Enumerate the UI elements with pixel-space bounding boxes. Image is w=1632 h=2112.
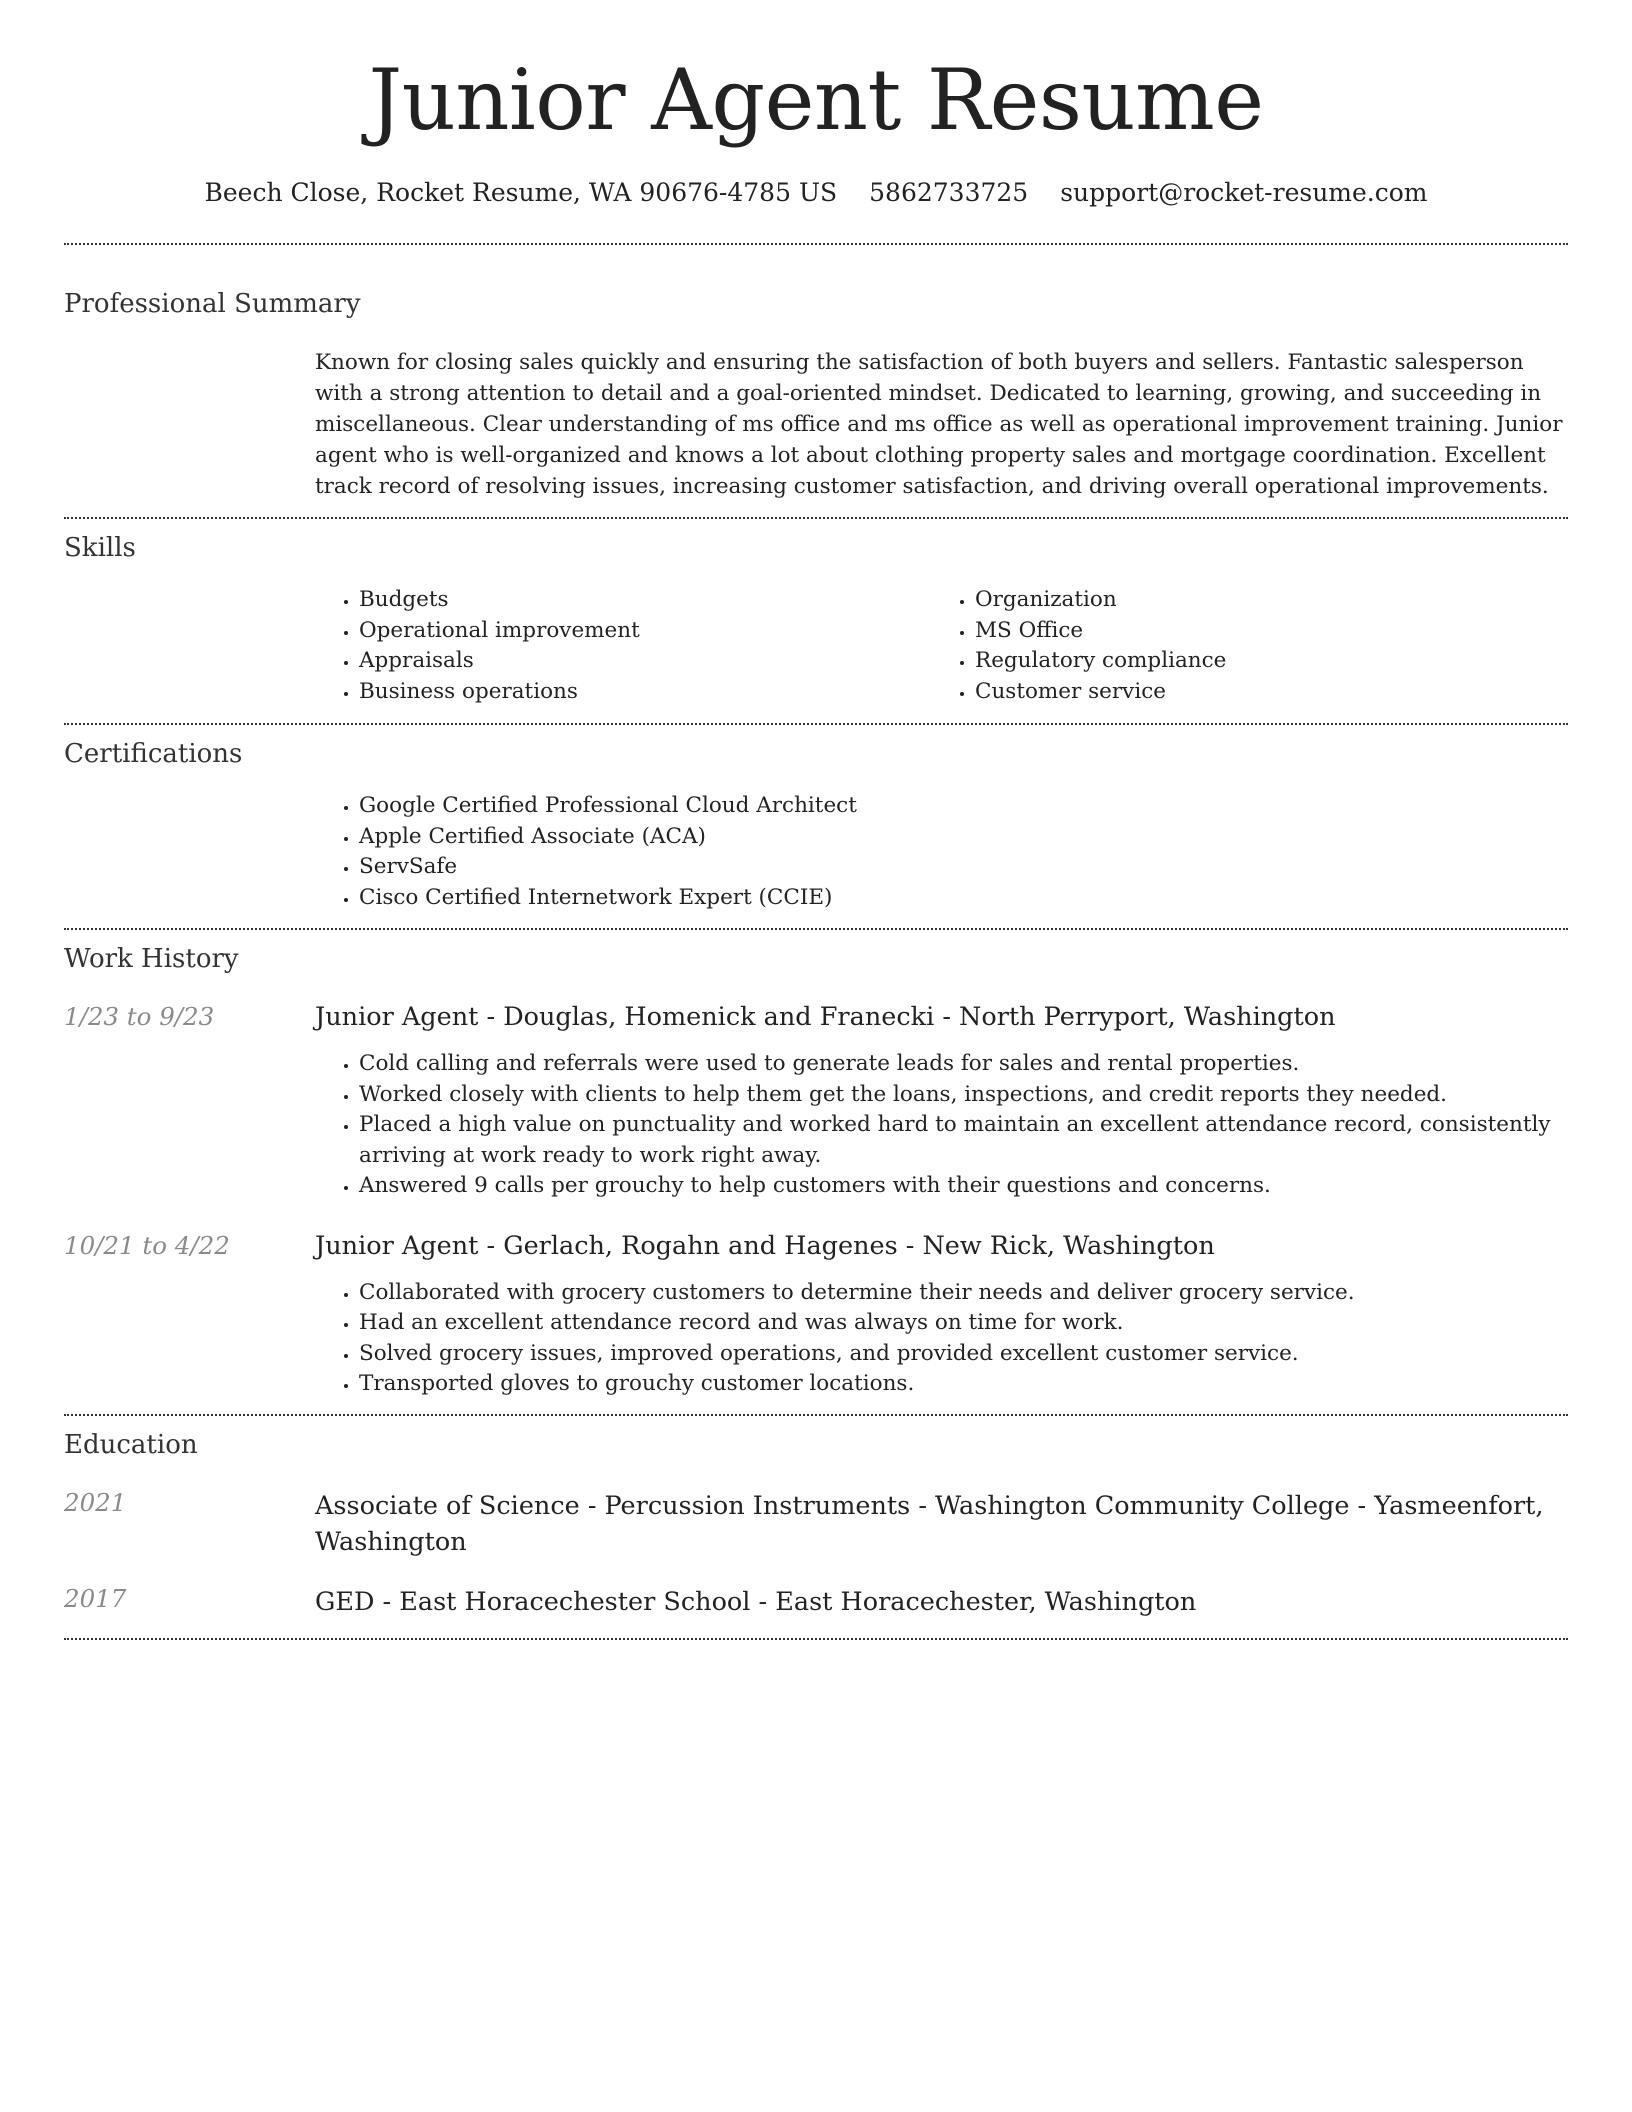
education-title: [315, 1584, 1568, 1620]
list-item: • Cold calling and referrals were used to generate leads for sales and rental properties.: [359, 1049, 1568, 1080]
job-role: Junior Agent: [315, 1002, 479, 1032]
summary-heading: Professional Summary: [64, 289, 361, 319]
education-school: - Washington Community College - Yasmeenfort, Washington: [315, 1490, 1544, 1557]
list-item: • Operational improvement: [359, 616, 931, 647]
job-dates: 10/21 to 4/22: [64, 1230, 230, 1260]
list-item: • Budgets: [359, 585, 931, 616]
job-entry: [64, 1231, 1568, 1400]
contact-email: support@rocket-resume.com: [1060, 178, 1428, 207]
job-title: [315, 1002, 1568, 1032]
list-item: • Had an excellent attendance record and was always on time for work.: [359, 1308, 1568, 1339]
list-item: • Collaborated with grocery customers to determine their needs and deliver grocery service.: [359, 1278, 1568, 1309]
education-year: 2017: [64, 1583, 127, 1613]
skills-list-right: [931, 585, 1547, 707]
list-item: • Answered 9 calls per grouchy to help customers with their questions and concerns.: [359, 1171, 1568, 1202]
skills-heading: Skills: [64, 533, 136, 563]
list-item: • Regulatory compliance: [975, 646, 1547, 677]
job-employer: - Gerlach, Rogahn and Hagenes - New Rick, Washington: [478, 1230, 1215, 1261]
summary-section: [64, 245, 1568, 517]
list-item: • Transported gloves to grouchy customer locations.: [359, 1369, 1568, 1400]
education-entry: [64, 1584, 1568, 1620]
job-bullets: [315, 1049, 1568, 1202]
list-item: • Placed a high value on punctuality and worked hard to maintain an excellent attendance record, consistently arriving at work ready to work right away.: [359, 1110, 1568, 1171]
job-title: [315, 1231, 1568, 1261]
contact-line: [64, 178, 1568, 207]
list-item: • Google Certified Professional Cloud Architect: [359, 791, 1568, 822]
list-item: • Cisco Certified Internetwork Expert (CCIE): [359, 883, 1568, 914]
education-title: [315, 1488, 1568, 1560]
skills-section: [64, 519, 1568, 723]
list-item: • Worked closely with clients to help them get the loans, inspections, and credit reports they needed.: [359, 1080, 1568, 1111]
list-item: • Organization: [975, 585, 1547, 616]
job-role: Junior Agent: [315, 1230, 479, 1261]
list-item: • MS Office: [975, 616, 1547, 647]
education-section: [64, 1416, 1568, 1638]
education-school: - East Horacechester School - East Horacechester, Washington: [374, 1586, 1197, 1617]
list-item: • Solved grocery issues, improved operations, and provided excellent customer service.: [359, 1339, 1568, 1370]
resume-title: Junior Agent Resume: [368, 51, 1264, 149]
job-entry: [64, 1002, 1568, 1202]
job-employer: - Douglas, Homenick and Franecki - North Perryport, Washington: [478, 1002, 1336, 1032]
divider: [64, 1638, 1568, 1640]
list-item: • Customer service: [975, 677, 1547, 708]
list-item: • Apple Certified Associate (ACA): [359, 822, 1568, 853]
education-degree: GED: [315, 1586, 375, 1617]
certifications-heading: Certifications: [64, 739, 243, 769]
work-history-section: [64, 930, 1568, 1414]
contact-phone: 5862733725: [869, 178, 1029, 207]
list-item: • ServSafe: [359, 852, 1568, 883]
education-heading: Education: [64, 1429, 198, 1460]
job-dates: 1/23 to 9/23: [64, 1002, 215, 1031]
list-item: • Business operations: [359, 677, 931, 708]
skills-list-left: [315, 585, 931, 707]
list-item: • Appraisals: [359, 646, 931, 677]
certifications-list: [315, 791, 1568, 928]
job-bullets: [315, 1278, 1568, 1400]
education-entry: [64, 1488, 1568, 1560]
summary-text: Known for closing sales quickly and ensuring the satisfaction of both buyers and sellers. Fantastic salesperson with a strong attention to detail and a goal-oriented mindset. Dedicated to learning, growing, and succeeding in miscellaneous. Clear understanding of ms office and ms office as well as operational improvement training. Junior agent who is well-organized and knows a lot about clothing property sales and mortgage coordination. Excellent track record of resolving issues, increasing customer satisfaction, and driving overall operational improvements.: [315, 350, 1563, 499]
certifications-section: [64, 725, 1568, 928]
education-year: 2021: [64, 1487, 127, 1517]
work-history-heading: Work History: [64, 944, 239, 974]
education-degree: Associate of Science - Percussion Instruments: [315, 1490, 911, 1521]
contact-address: Beech Close, Rocket Resume, WA 90676-4785 US: [204, 178, 838, 207]
